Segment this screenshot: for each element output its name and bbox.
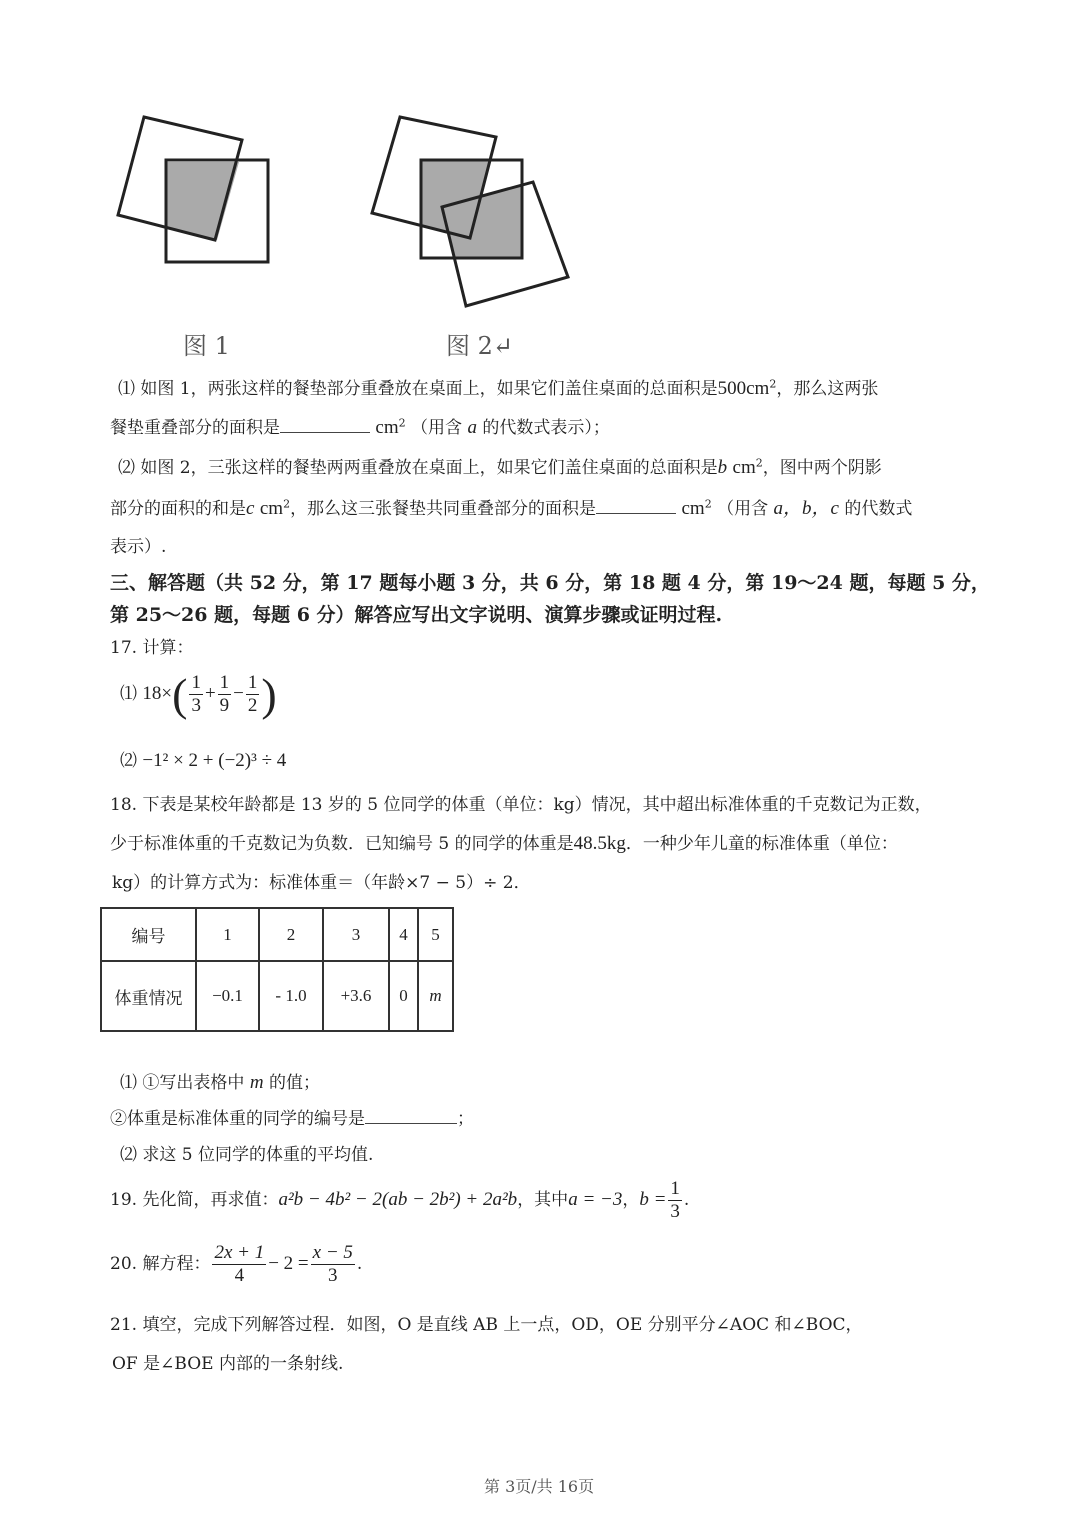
q18-line3: kg）的计算方式为：标准体重＝（年龄×7 − 5）÷ 2．: [112, 873, 531, 893]
figure-1: [118, 117, 268, 262]
q18-sub3: ⑵ 求这 5 位同学的体重的平均值.: [120, 1145, 374, 1165]
q18-line2: 少于标准体重的千克数记为负数．已知编号 5 的同学的体重是48.5kg．一种少年儿童的标准体重（单位：: [110, 833, 898, 854]
table-cell: 3: [323, 908, 389, 961]
table-row: [101, 961, 453, 1031]
table-cell: −0.1: [196, 961, 259, 1031]
weight-table: [100, 907, 454, 1032]
q19: 19. 先化简，再求值：a²b − 4b² − 2(ab − 2b²) + 2a²b，其中a = −3，b = $\frac{1}{3}$ .: [110, 1178, 690, 1222]
answer-blank[interactable]: [365, 1109, 457, 1124]
q16-part1-line1: ⑴ 如图 1，两张这样的餐垫部分重叠放在桌面上，如果它们盖住桌面的总面积是$500cm^2$，那么这两张: [118, 377, 879, 399]
table-cell: 编号: [101, 908, 196, 961]
table-cell: 0: [389, 961, 418, 1031]
answer-blank[interactable]: [280, 418, 370, 433]
table-cell: 1: [196, 908, 259, 961]
table-cell: +3.6: [323, 961, 389, 1031]
answer-blank[interactable]: [596, 499, 676, 514]
q18-line1: 18. 下表是某校年龄都是 13 岁的 5 位同学的体重（单位：kg）情况，其中超出标准体重的千克数记为正数，: [110, 795, 932, 815]
q18-sub2: ②体重是标准体重的同学的编号是 ；: [110, 1109, 474, 1129]
figure-2-caption: 图 2↵: [446, 332, 514, 360]
q16-part2-line2: 部分的面积的和是c $cm^2$，那么这三张餐垫共同重叠部分的面积是 $cm^2$ （用含 a，b，c 的代数式: [110, 497, 913, 519]
table-header-row: [101, 908, 453, 961]
table-cell: 5: [418, 908, 453, 961]
table-cell: 体重情况: [101, 961, 196, 1031]
table-cell: m: [418, 961, 453, 1031]
section-3-heading-cont: 第 25～26 题，每题 6 分）解答应写出文字说明、演算步骤或证明过程.: [110, 604, 723, 626]
q16-part1-line2: 餐垫重叠部分的面积是 $cm^2$ （用含 a 的代数式表示）；: [110, 416, 610, 438]
page-footer: 第 3页/共 16页: [484, 1477, 595, 1496]
q18-sub1: ⑴ ①写出表格中 m 的值；: [120, 1072, 320, 1093]
figure-2: [372, 117, 568, 306]
q16-part2-line3: 表示）.: [110, 537, 167, 557]
q17-part1: ⑴ 18×( $\frac{1}{3}$ + $\frac{1}{9}$ − $\frac{1}{2}$ ): [120, 669, 277, 720]
figure-1-caption: 图 1: [183, 332, 230, 360]
q17-title: 17. 计算：: [110, 638, 194, 658]
q16-part2-line1: ⑵ 如图 2，三张这样的餐垫两两重叠放在桌面上，如果它们盖住桌面的总面积是b $cm^2$，图中两个阴影: [118, 456, 882, 478]
q20: 20. 解方程： $\frac{2x + 1}{4}$ − 2 = $\frac{x - 5}{3}$ .: [110, 1242, 363, 1286]
table-cell: 2: [259, 908, 323, 961]
section-3-heading: 三、解答题（共 52 分，第 17 题每小题 3 分，共 6 分，第 18 题 4 分，第 19～24 题，每题 5 分，: [110, 572, 990, 594]
q21-line2: OF 是∠BOE 内部的一条射线.: [112, 1354, 344, 1374]
q21-line1: 21. 填空，完成下列解答过程．如图，O 是直线 AB 上一点，OD，OE 分别平分∠AOC 和∠BOC，: [110, 1315, 863, 1335]
table-cell: 4: [389, 908, 418, 961]
table-cell: - 1.0: [259, 961, 323, 1031]
q17-part2: ⑵ −1² × 2 + (−2)³ ÷ 4: [120, 750, 287, 771]
placemat-figures: [0, 0, 1080, 340]
